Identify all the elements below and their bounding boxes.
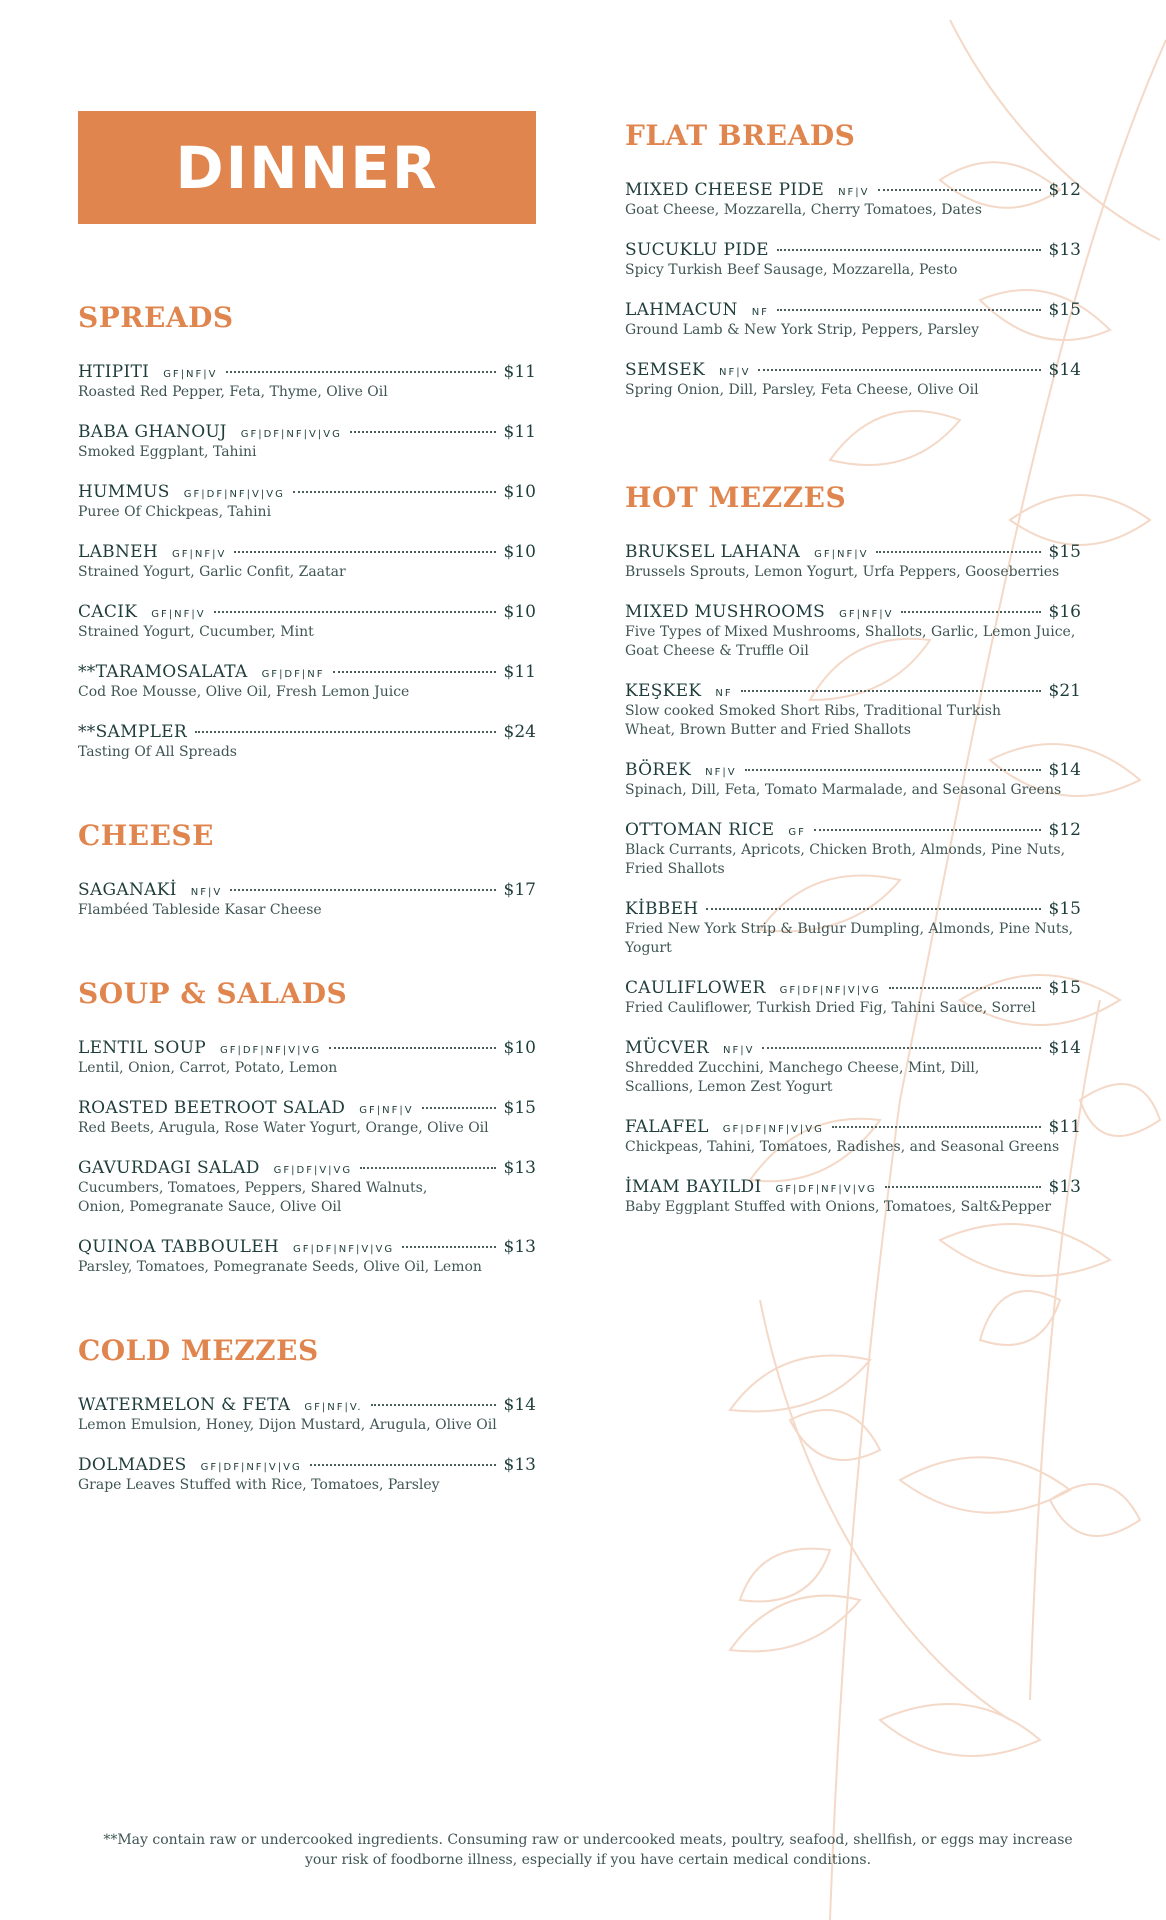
item-tags: GF|NF|V <box>163 369 218 380</box>
item-tags: NF|V <box>705 767 737 778</box>
item-price: $16 <box>1048 602 1081 622</box>
item-tags: GF|DF|NF|V|VG <box>219 1045 322 1056</box>
item-price: $14 <box>1048 360 1081 380</box>
item-name: MIXED CHEESE PIDE <box>625 180 825 200</box>
item-tags: GF|DF|NF <box>261 669 325 680</box>
menu-item <box>625 899 1081 958</box>
item-description: Tasting Of All Spreads <box>78 744 237 760</box>
item-price: $14 <box>1048 1038 1081 1058</box>
item-price: $11 <box>503 662 536 682</box>
item-name: LAHMACUN <box>625 300 738 320</box>
menu-item <box>78 662 536 702</box>
menu-item <box>78 1455 536 1495</box>
menu-item <box>78 1395 536 1435</box>
item-name: LENTIL SOUP <box>78 1038 206 1058</box>
item-name: CACIK <box>78 602 138 622</box>
menu-item <box>78 1098 536 1138</box>
section-cheese <box>78 818 536 920</box>
item-tags: GF|DF|NF|V|VG <box>775 1184 877 1195</box>
section-title: CHEESE <box>78 819 214 852</box>
item-tags: GF|DF|NF|V|VG <box>183 489 285 500</box>
section-hot-mezzes <box>625 480 1081 1217</box>
section-title: SPREADS <box>78 301 234 334</box>
right-column <box>625 118 1081 1237</box>
item-name: DOLMADES <box>78 1455 187 1475</box>
item-name: HUMMUS <box>78 482 170 502</box>
item-description: Shredded Zucchini, Manchego Cheese, Mint, Dill, Scallions, Lemon Zest Yogurt <box>625 1060 980 1095</box>
item-name: LABNEH <box>78 542 158 562</box>
item-description: Black Currants, Apricots, Chicken Broth, Almonds, Pine Nuts, Fried Shallots <box>625 842 1066 877</box>
menu-item <box>78 362 536 402</box>
item-description: Flambéed Tableside Kasar Cheese <box>78 902 322 918</box>
menu-item <box>78 880 536 920</box>
section-title: HOT MEZZES <box>625 481 847 514</box>
leader-dots <box>741 690 1041 692</box>
menu-item <box>78 422 536 462</box>
menu-item <box>625 978 1081 1018</box>
item-price: $24 <box>503 722 536 742</box>
item-description: Fried Cauliflower, Turkish Dried Fig, Tahini Sauce, Sorrel <box>625 1000 1036 1016</box>
item-price: $11 <box>503 422 536 442</box>
item-price: $17 <box>503 880 536 900</box>
leader-dots <box>758 369 1040 371</box>
item-name: KİBBEH <box>625 899 699 919</box>
item-tags: NF|V <box>838 187 870 198</box>
leader-dots <box>745 769 1041 771</box>
item-name: MIXED MUSHROOMS <box>625 602 826 622</box>
item-tags: GF|DF|NF|V|VG <box>200 1462 302 1473</box>
item-tags: NF|V <box>723 1045 755 1056</box>
menu-item <box>78 482 536 522</box>
section-title: SOUP & SALADS <box>78 977 348 1010</box>
menu-item <box>625 1038 1081 1097</box>
leader-dots <box>350 431 496 433</box>
item-name: MÜCVER <box>625 1038 710 1058</box>
item-name: GAVURDAGI SALAD <box>78 1158 260 1178</box>
item-price: $12 <box>1048 820 1081 840</box>
leader-dots <box>777 309 1041 311</box>
leader-dots <box>226 371 496 373</box>
item-description: Five Types of Mixed Mushrooms, Shallots, Garlic, Lemon Juice, Goat Cheese & Truffle Oil <box>625 624 1076 659</box>
menu-item <box>625 180 1081 220</box>
menu-title: DINNER <box>78 111 536 224</box>
item-description: Cucumbers, Tomatoes, Peppers, Shared Walnuts, Onion, Pomegranate Sauce, Olive Oil <box>78 1180 428 1215</box>
section-title: COLD MEZZES <box>78 1334 319 1367</box>
leader-dots <box>814 829 1041 831</box>
item-price: $14 <box>503 1395 536 1415</box>
item-description: Cod Roe Mousse, Olive Oil, Fresh Lemon Juice <box>78 684 410 700</box>
item-name: **SAMPLER <box>78 722 187 742</box>
item-price: $15 <box>1048 899 1081 919</box>
menu-item <box>78 722 536 762</box>
item-description: Lemon Emulsion, Honey, Dijon Mustard, Arugula, Olive Oil <box>78 1417 497 1433</box>
item-name: KEŞKEK <box>625 681 702 701</box>
section-spreads <box>78 300 536 762</box>
section-cold-mezzes <box>78 1333 536 1495</box>
item-description: Baby Eggplant Stuffed with Onions, Tomatoes, Salt&Pepper <box>625 1199 1052 1215</box>
item-name: SEMSEK <box>625 360 706 380</box>
item-description: Lentil, Onion, Carrot, Potato, Lemon <box>78 1060 338 1076</box>
item-price: $13 <box>503 1455 536 1475</box>
item-tags: GF|DF|NF|V|VG <box>240 429 342 440</box>
leader-dots <box>832 1126 1041 1128</box>
leader-dots <box>360 1167 495 1169</box>
item-name: İMAM BAYILDI <box>625 1177 762 1197</box>
item-price: $13 <box>1048 240 1081 260</box>
item-description: Spicy Turkish Beef Sausage, Mozzarella, Pesto <box>625 262 958 278</box>
menu-item <box>625 602 1081 661</box>
item-description: Fried New York Strip & Bulgur Dumpling, Almonds, Pine Nuts, Yogurt <box>625 921 1074 956</box>
item-description: Grape Leaves Stuffed with Rice, Tomatoes, Parsley <box>78 1477 440 1493</box>
allergy-disclaimer: **May contain raw or undercooked ingredients. Consuming raw or undercooked meats, poultry, seafood, shellfish, or eggs may increase your risk of foodborne illness, especially if you have certain medical conditions. <box>103 1832 1073 1868</box>
section-flat-breads <box>625 118 1081 400</box>
leader-dots <box>889 987 1041 989</box>
item-tags: NF <box>751 307 769 318</box>
item-description: Spinach, Dill, Feta, Tomato Marmalade, and Seasonal Greens <box>625 782 1062 798</box>
item-price: $15 <box>1048 542 1081 562</box>
menu-item <box>625 542 1081 582</box>
menu-item <box>625 820 1081 879</box>
leader-dots <box>329 1047 495 1049</box>
item-description: Slow cooked Smoked Short Ribs, Traditional Turkish Wheat, Brown Butter and Fried Shallots <box>625 703 1002 738</box>
item-price: $13 <box>503 1158 536 1178</box>
item-price: $10 <box>503 602 536 622</box>
item-price: $12 <box>1048 180 1081 200</box>
item-tags: NF <box>715 688 733 699</box>
item-price: $10 <box>503 482 536 502</box>
leader-dots <box>885 1186 1041 1188</box>
item-price: $13 <box>1048 1177 1081 1197</box>
item-price: $10 <box>503 542 536 562</box>
item-name: QUINOA TABBOULEH <box>78 1237 280 1257</box>
leader-dots <box>195 731 496 733</box>
item-name: SAGANAKİ <box>78 880 177 900</box>
item-price: $14 <box>1048 760 1081 780</box>
item-tags: GF|DF|V|VG <box>273 1165 353 1176</box>
item-description: Strained Yogurt, Cucumber, Mint <box>78 624 314 640</box>
item-tags: GF|DF|NF|V|VG <box>293 1244 395 1255</box>
section-soup-salads <box>78 976 536 1277</box>
item-tags: GF|NF|V <box>814 549 869 560</box>
leader-dots <box>876 551 1040 553</box>
left-column <box>78 300 536 1515</box>
leader-dots <box>293 491 496 493</box>
item-name: OTTOMAN RICE <box>625 820 775 840</box>
item-price: $13 <box>503 1237 536 1257</box>
item-price: $15 <box>503 1098 536 1118</box>
item-price: $15 <box>1048 978 1081 998</box>
item-description: Goat Cheese, Mozzarella, Cherry Tomatoes, Dates <box>625 202 982 218</box>
leader-dots <box>333 671 496 673</box>
menu-item <box>78 1158 536 1217</box>
leader-dots <box>706 908 1040 910</box>
leader-dots <box>402 1246 495 1248</box>
item-tags: GF|NF|V <box>359 1105 414 1116</box>
item-name: CAULIFLOWER <box>625 978 766 998</box>
menu-item <box>625 240 1081 280</box>
item-description: Strained Yogurt, Garlic Confit, Zaatar <box>78 564 346 580</box>
item-description: Puree Of Chickpeas, Tahini <box>78 504 272 520</box>
menu-item <box>625 1177 1081 1217</box>
item-tags: NF|V <box>719 367 751 378</box>
item-description: Ground Lamb & New York Strip, Peppers, Parsley <box>625 322 980 338</box>
menu-item <box>625 1117 1081 1157</box>
leader-dots <box>214 611 496 613</box>
item-name: ROASTED BEETROOT SALAD <box>78 1098 346 1118</box>
leader-dots <box>878 189 1041 191</box>
leader-dots <box>422 1107 496 1109</box>
item-tags: GF|NF|V <box>171 549 227 560</box>
item-tags: GF|NF|V <box>151 609 206 620</box>
item-description: Chickpeas, Tahini, Tomatoes, Radishes, and Seasonal Greens <box>625 1139 1060 1155</box>
item-description: Brussels Sprouts, Lemon Yogurt, Urfa Peppers, Gooseberries <box>625 564 1060 580</box>
item-name: SUCUKLU PIDE <box>625 240 769 260</box>
item-tags: GF|DF|NF|V|VG <box>779 985 881 996</box>
item-name: BÖREK <box>625 760 692 780</box>
item-description: Spring Onion, Dill, Parsley, Feta Cheese, Olive Oil <box>625 382 979 398</box>
item-name: **TARAMOSALATA <box>78 662 248 682</box>
item-price: $10 <box>503 1038 536 1058</box>
item-name: BRUKSEL LAHANA <box>625 542 801 562</box>
item-tags: GF|NF|V. <box>304 1402 363 1413</box>
item-description: Red Beets, Arugula, Rose Water Yogurt, Orange, Olive Oil <box>78 1120 489 1136</box>
item-name: HTIPITI <box>78 362 150 382</box>
item-price: $11 <box>1048 1117 1081 1137</box>
leader-dots <box>762 1047 1040 1049</box>
menu-item <box>625 681 1081 740</box>
item-name: BABA GHANOUJ <box>78 422 227 442</box>
item-description: Smoked Eggplant, Tahini <box>78 444 257 460</box>
item-tags: GF <box>788 827 806 838</box>
section-title: FLAT BREADS <box>625 119 856 152</box>
item-tags: GF|DF|NF|V|VG <box>722 1124 824 1135</box>
menu-item <box>625 300 1081 340</box>
item-name: WATERMELON & FETA <box>78 1395 291 1415</box>
leader-dots <box>310 1464 496 1466</box>
item-price: $15 <box>1048 300 1081 320</box>
menu-item <box>78 602 536 642</box>
menu-item <box>78 542 536 582</box>
menu-item <box>78 1038 536 1078</box>
item-tags: NF|V <box>190 887 223 898</box>
menu-item <box>625 760 1081 800</box>
item-tags: GF|NF|V <box>839 609 894 620</box>
item-price: $21 <box>1048 681 1081 701</box>
item-description: Parsley, Tomatoes, Pomegranate Seeds, Olive Oil, Lemon <box>78 1259 482 1275</box>
leader-dots <box>234 551 495 553</box>
leader-dots <box>901 611 1040 613</box>
leader-dots <box>230 889 495 891</box>
item-name: FALAFEL <box>625 1117 709 1137</box>
item-description: Roasted Red Pepper, Feta, Thyme, Olive Oil <box>78 384 388 400</box>
leader-dots <box>371 1404 496 1406</box>
menu-item <box>625 360 1081 400</box>
menu-item <box>78 1237 536 1277</box>
leader-dots <box>777 249 1041 251</box>
item-price: $11 <box>503 362 536 382</box>
